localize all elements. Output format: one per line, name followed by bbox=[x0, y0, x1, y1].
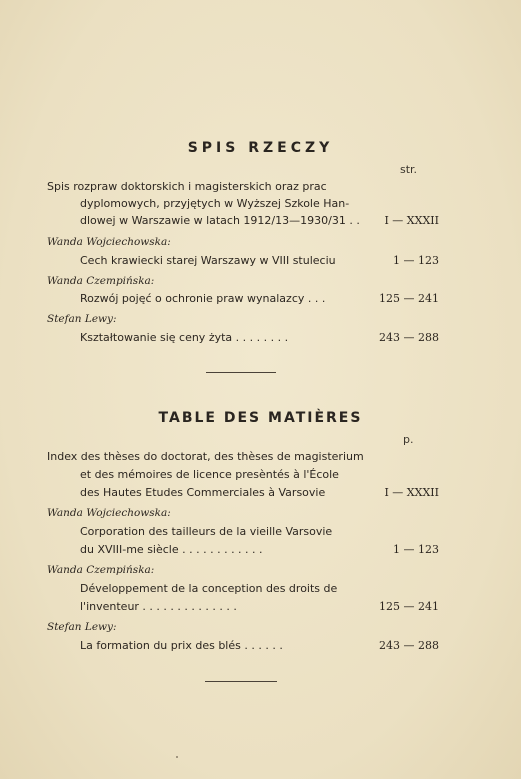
section1-column-label: str. bbox=[400, 163, 418, 176]
toc-entry-line: dyplomowych, przyjętych w Wyższej Szkole Han- bbox=[80, 197, 350, 210]
toc-page-range: I — XXXII bbox=[384, 214, 439, 227]
toc-entry-line: et des mémoires de licence presèntés à l'École bbox=[80, 468, 339, 481]
toc-page-range: I — XXXII bbox=[384, 486, 439, 499]
paper-speck bbox=[176, 756, 178, 758]
toc-page-range: 243 — 288 bbox=[379, 639, 439, 652]
section-divider bbox=[206, 372, 276, 373]
toc-page-range: 125 — 241 bbox=[379, 600, 439, 613]
toc-author: Wanda Wojciechowska: bbox=[47, 507, 171, 519]
toc-author: Wanda Wojciechowska: bbox=[47, 236, 171, 248]
toc-entry-line: Kształtowanie się ceny żyta . . . . . . . . bbox=[80, 331, 289, 344]
toc-entry-line: Corporation des tailleurs de la vieille Varsovie bbox=[80, 525, 333, 538]
toc-author: Wanda Czempińska: bbox=[47, 564, 155, 576]
toc-entry-line: des Hautes Etudes Commerciales à Varsovie bbox=[80, 486, 326, 499]
toc-entry-line: du XVIII-me siècle . . . . . . . . . . . . bbox=[80, 543, 263, 556]
toc-author: Stefan Lewy: bbox=[47, 621, 117, 633]
section2-title: TABLE DES MATIÈRES bbox=[158, 410, 363, 426]
toc-entry-line: l'inventeur . . . . . . . . . . . . . . bbox=[80, 600, 237, 613]
toc-entry-line: La formation du prix des blés . . . . . . bbox=[80, 639, 283, 652]
toc-entry-line: Rozwój pojęć o ochronie praw wynalazcy . . . bbox=[80, 292, 326, 305]
toc-page-range: 1 — 123 bbox=[393, 254, 439, 267]
section1-title: SPIS RZECZY bbox=[187, 140, 334, 156]
toc-author: Wanda Czempińska: bbox=[47, 275, 155, 287]
toc-author: Stefan Lewy: bbox=[47, 313, 117, 325]
section-divider bbox=[205, 681, 277, 682]
toc-entry-line: Développement de la conception des droits de bbox=[80, 582, 338, 595]
section2-column-label: p. bbox=[403, 433, 414, 446]
toc-entry-line: Cech krawiecki starej Warszawy w VIII stuleciu bbox=[80, 254, 336, 267]
toc-page-range: 125 — 241 bbox=[379, 292, 439, 305]
toc-entry-line: Index des thèses do doctorat, des thèses de magisterium bbox=[47, 450, 364, 463]
toc-page-range: 243 — 288 bbox=[379, 331, 439, 344]
toc-entry-line: Spis rozpraw doktorskich i magisterskich oraz prac bbox=[47, 180, 327, 193]
toc-entry-line: dlowej w Warszawie w latach 1912/13—1930/31 . . bbox=[80, 214, 360, 227]
toc-page-range: 1 — 123 bbox=[393, 543, 439, 556]
